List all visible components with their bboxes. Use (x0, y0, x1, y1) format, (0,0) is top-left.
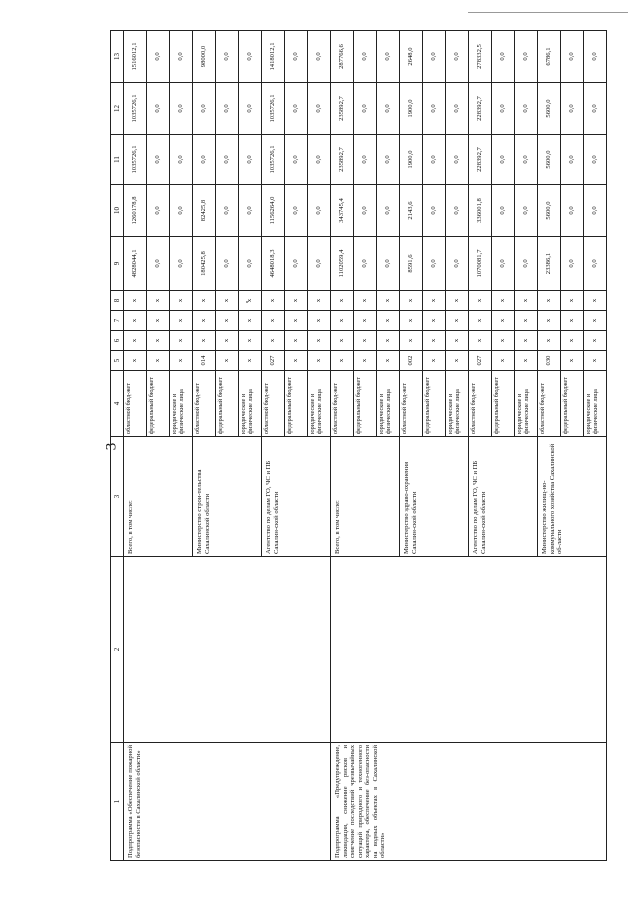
code-cell: х (469, 311, 492, 331)
amount-cell: 0,0 (147, 185, 170, 237)
code-cell: 002 (400, 351, 423, 371)
table-body (111, 31, 607, 861)
rotated-page (110, 31, 640, 861)
code-cell: х (147, 351, 170, 371)
amount-cell: 0,0 (354, 135, 377, 185)
code-cell: х (124, 311, 147, 331)
code-cell: х (377, 331, 400, 351)
amount-cell: 0,0 (446, 237, 469, 291)
subprogram-name: Подпрограмма «Обеспечение пожарной безопасности в Сахалинской области» (124, 743, 331, 861)
funding-source: юридические и физические лица (584, 371, 607, 437)
amount-cell: 1035726,1 (124, 83, 147, 135)
amount-cell: 278332,5 (469, 31, 492, 83)
executor-name: Агентство по делам ГО, ЧС и ПБ Сахалин-ской области (469, 437, 538, 557)
code-cell: х (584, 351, 607, 371)
code-cell: х (216, 331, 239, 351)
code-cell: х (423, 331, 446, 351)
funding-source: областной бюд-жет (469, 371, 492, 437)
code-cell: х (400, 291, 423, 311)
funding-source: юридические и физические лица (170, 371, 193, 437)
amount-cell: 0,0 (308, 31, 331, 83)
code-cell: х (354, 311, 377, 331)
code-cell: х (147, 311, 170, 331)
code-cell: х (239, 331, 262, 351)
amount-cell: 0,0 (239, 83, 262, 135)
header-row (111, 31, 124, 861)
amount-cell: 180425,8 (193, 237, 216, 291)
code-cell: х (446, 331, 469, 351)
code-cell: х (216, 311, 239, 331)
code-cell: х (515, 311, 538, 331)
amount-cell: 0,0 (515, 135, 538, 185)
amount-cell: 0,0 (515, 31, 538, 83)
code-cell: 014 (193, 351, 216, 371)
funding-source: областной бюд-жет (400, 371, 423, 437)
amount-cell: 235892,7 (331, 83, 354, 135)
amount-cell: 0,0 (377, 135, 400, 185)
table-row (331, 31, 354, 861)
amount-cell: 6786,1 (538, 31, 561, 83)
amount-cell: 0,0 (147, 135, 170, 185)
amount-cell: 4648018,3 (262, 237, 285, 291)
code-cell: х (515, 331, 538, 351)
code-cell: х (377, 291, 400, 311)
amount-cell: 0,0 (561, 185, 584, 237)
amount-cell: 0,0 (515, 237, 538, 291)
column-number: 8 (111, 291, 124, 311)
code-cell: х (193, 311, 216, 331)
code-cell: х (538, 291, 561, 311)
code-cell: х (446, 311, 469, 331)
code-cell: х (170, 331, 193, 351)
column-number: 5 (111, 351, 124, 371)
amount-cell: 0,0 (584, 83, 607, 135)
funding-source: областной бюд-жет (124, 371, 147, 437)
amount-cell: 1156264,0 (262, 185, 285, 237)
amount-cell: 0,0 (170, 237, 193, 291)
column-number: 13 (111, 31, 124, 83)
code-cell: х (538, 331, 561, 351)
code-cell: х (538, 311, 561, 331)
code-cell: х (331, 291, 354, 311)
amount-cell: 0,0 (147, 31, 170, 83)
amount-cell: 0,0 (239, 31, 262, 83)
funding-source: федеральный бюджет (147, 371, 170, 437)
amount-cell: 1102059,4 (331, 237, 354, 291)
amount-cell: 1900,0 (400, 135, 423, 185)
amount-cell: 0,0 (285, 83, 308, 135)
amount-cell: 0,0 (239, 237, 262, 291)
executor-name: Министерство жилищ-но-коммунального хозяйства Сахалинской об-ласти (538, 437, 607, 557)
executor-name: Министерство строи-тельства Сахалинской области (193, 437, 262, 557)
amount-cell: 0,0 (515, 83, 538, 135)
amount-cell: 0,0 (354, 237, 377, 291)
code-cell: х (469, 331, 492, 351)
amount-cell: 0,0 (170, 135, 193, 185)
amount-cell: 0,0 (216, 185, 239, 237)
amount-cell: 0,0 (584, 237, 607, 291)
code-cell: х (170, 291, 193, 311)
amount-cell: 0,0 (446, 135, 469, 185)
column-number: 6 (111, 331, 124, 351)
funding-source: областной бюд-жет (331, 371, 354, 437)
code-cell: х (584, 331, 607, 351)
amount-cell: 336001,8 (469, 185, 492, 237)
code-cell: х (262, 291, 285, 311)
code-cell: х (285, 331, 308, 351)
code-cell: х (308, 331, 331, 351)
funding-source: юридические и физические лица (308, 371, 331, 437)
code-cell: х (492, 311, 515, 331)
amount-cell: 0,0 (354, 185, 377, 237)
funding-source: федеральный бюджет (216, 371, 239, 437)
subprogram-name: Подпрограмма «Предупреждение, ликвидация, снижение рисков и смягчение последствий чрезвычайных ситуаций природного и техногенного характера, обеспечение без-опасности на водных объектах в Сахалинской области» (331, 743, 607, 861)
code-cell: х (400, 331, 423, 351)
amount-cell: 0,0 (446, 31, 469, 83)
amount-cell: 0,0 (423, 237, 446, 291)
empty-cell (124, 557, 331, 743)
amount-cell: 0,0 (584, 31, 607, 83)
amount-cell: 0,0 (285, 31, 308, 83)
funding-source: федеральный бюджет (561, 371, 584, 437)
executor-name: Министерство здраво-охранения Сахалин-ской области (400, 437, 469, 557)
code-cell: х (561, 351, 584, 371)
code-cell: х (354, 291, 377, 311)
amount-cell: 228392,7 (469, 135, 492, 185)
amount-cell: 5600,0 (538, 83, 561, 135)
amount-cell: 0,0 (147, 83, 170, 135)
code-cell: х (170, 311, 193, 331)
scan-edge-line (468, 12, 628, 13)
code-cell: х (239, 351, 262, 371)
code-cell: х (193, 331, 216, 351)
amount-cell: 0,0 (354, 83, 377, 135)
code-cell: х (423, 351, 446, 371)
code-cell: х (262, 311, 285, 331)
code-cell: х (446, 351, 469, 371)
amount-cell: 0,0 (170, 31, 193, 83)
code-cell: х (331, 311, 354, 331)
code-cell: х (584, 291, 607, 311)
amount-cell: 0,0 (308, 135, 331, 185)
amount-cell: 1035726,1 (262, 135, 285, 185)
code-cell: х (285, 311, 308, 331)
amount-cell: 0,0 (308, 185, 331, 237)
code-cell: х (561, 331, 584, 351)
code-cell: х (308, 351, 331, 371)
code-cell: х (492, 351, 515, 371)
amount-cell: 0,0 (377, 185, 400, 237)
empty-cell (331, 557, 607, 743)
amount-cell: 1070081,7 (469, 237, 492, 291)
column-number: 9 (111, 237, 124, 291)
code-cell: 027 (262, 351, 285, 371)
amount-cell: 0,0 (492, 31, 515, 83)
budget-table (110, 30, 607, 861)
code-cell: х (285, 351, 308, 371)
code-cell: 027 (469, 351, 492, 371)
amount-cell: 0,0 (423, 185, 446, 237)
funding-source: областной бюд-жет (193, 371, 216, 437)
executor-name: Всего, в том числе: (331, 437, 400, 557)
amount-cell: 0,0 (170, 83, 193, 135)
funding-source: федеральный бюджет (354, 371, 377, 437)
column-number: 2 (111, 557, 124, 743)
column-number: 7 (111, 311, 124, 331)
amount-cell: 0,0 (446, 83, 469, 135)
column-number: 12 (111, 83, 124, 135)
amount-cell: 1260178,8 (124, 185, 147, 237)
amount-cell: 0,0 (423, 31, 446, 83)
amount-cell: 98000,0 (193, 31, 216, 83)
amount-cell: 0,0 (216, 237, 239, 291)
amount-cell: 0,0 (584, 185, 607, 237)
code-cell: х (354, 351, 377, 371)
amount-cell: 0,0 (377, 237, 400, 291)
amount-cell: 8591,6 (400, 237, 423, 291)
code-cell: х (262, 331, 285, 351)
amount-cell: 0,0 (239, 185, 262, 237)
amount-cell: 2648,0 (400, 31, 423, 83)
amount-cell: 0,0 (423, 83, 446, 135)
amount-cell: 2143,6 (400, 185, 423, 237)
code-cell: х (308, 311, 331, 331)
column-number: 10 (111, 185, 124, 237)
amount-cell: 0,0 (285, 135, 308, 185)
code-cell: х (285, 291, 308, 311)
amount-cell: 0,0 (308, 237, 331, 291)
amount-cell: 4828044,1 (124, 237, 147, 291)
amount-cell: 0,0 (515, 185, 538, 237)
amount-cell: 1418012,1 (262, 31, 285, 83)
amount-cell: 0,0 (492, 135, 515, 185)
code-cell: х (216, 291, 239, 311)
amount-cell: 0,0 (354, 31, 377, 83)
funding-source: федеральный бюджет (423, 371, 446, 437)
amount-cell: 287766,6 (331, 31, 354, 83)
code-cell: х (354, 331, 377, 351)
amount-cell: 0,0 (492, 237, 515, 291)
column-number: 1 (111, 743, 124, 861)
funding-source: юридические и физические лица (446, 371, 469, 437)
amount-cell: 82425,8 (193, 185, 216, 237)
amount-cell: 0,0 (561, 83, 584, 135)
code-cell: х (492, 291, 515, 311)
page-number: 3 (103, 442, 120, 451)
amount-cell: 0,0 (285, 237, 308, 291)
amount-cell: 228392,7 (469, 83, 492, 135)
code-cell: х (239, 291, 262, 311)
code-cell: 030 (538, 351, 561, 371)
amount-cell: 0,0 (561, 31, 584, 83)
amount-cell: 1035726,1 (262, 83, 285, 135)
code-cell: х (331, 351, 354, 371)
amount-cell: 1035726,1 (124, 135, 147, 185)
column-number: 3 (111, 437, 124, 557)
amount-cell: 0,0 (147, 237, 170, 291)
amount-cell: 0,0 (285, 185, 308, 237)
amount-cell: 0,0 (239, 135, 262, 185)
code-cell: х (492, 331, 515, 351)
funding-source: юридические и физические лица (377, 371, 400, 437)
code-cell: х (423, 311, 446, 331)
funding-source: областной бюд-жет (262, 371, 285, 437)
amount-cell: 0,0 (423, 135, 446, 185)
amount-cell: 0,0 (216, 83, 239, 135)
column-number: 11 (111, 135, 124, 185)
code-cell: х (170, 351, 193, 371)
code-cell: х (216, 351, 239, 371)
amount-cell: 0,0 (216, 31, 239, 83)
code-cell: х (561, 311, 584, 331)
code-cell: х (515, 291, 538, 311)
code-cell: х (308, 291, 331, 311)
amount-cell: 0,0 (492, 83, 515, 135)
amount-cell: 0,0 (377, 31, 400, 83)
code-cell: х (239, 311, 262, 331)
code-cell: х (124, 291, 147, 311)
executor-name: Всего, в том числе: (124, 437, 193, 557)
code-cell: х (377, 351, 400, 371)
amount-cell: 0,0 (170, 185, 193, 237)
code-cell: х (193, 291, 216, 311)
amount-cell: 0,0 (308, 83, 331, 135)
funding-source: федеральный бюджет (492, 371, 515, 437)
code-cell: х (124, 351, 147, 371)
amount-cell: 5600,0 (538, 135, 561, 185)
funding-source: юридические и физические лица (239, 371, 262, 437)
code-cell: х (147, 291, 170, 311)
amount-cell: 0,0 (584, 135, 607, 185)
code-cell: х (423, 291, 446, 311)
amount-cell: 0,0 (377, 83, 400, 135)
amount-cell: 235892,7 (331, 135, 354, 185)
code-cell: х (446, 291, 469, 311)
amount-cell: 0,0 (446, 185, 469, 237)
code-cell: х (469, 291, 492, 311)
code-cell: х (147, 331, 170, 351)
amount-cell: 0,0 (561, 237, 584, 291)
funding-source: федеральный бюджет (285, 371, 308, 437)
amount-cell: 23386,1 (538, 237, 561, 291)
funding-source: юридические и физические лица (515, 371, 538, 437)
code-cell: х (331, 331, 354, 351)
amount-cell: 1516012,1 (124, 31, 147, 83)
funding-source: областной бюд-жет (538, 371, 561, 437)
amount-cell: 5600,0 (538, 185, 561, 237)
code-cell: х (400, 311, 423, 331)
code-cell: х (561, 291, 584, 311)
code-cell: х (124, 331, 147, 351)
amount-cell: 0,0 (193, 83, 216, 135)
amount-cell: 343745,4 (331, 185, 354, 237)
code-cell: х (584, 311, 607, 331)
amount-cell: 0,0 (193, 135, 216, 185)
table-row (124, 31, 147, 861)
code-cell: х (515, 351, 538, 371)
column-number: 4 (111, 371, 124, 437)
amount-cell: 1900,0 (400, 83, 423, 135)
amount-cell: 0,0 (561, 135, 584, 185)
amount-cell: 0,0 (492, 185, 515, 237)
code-cell: х (377, 311, 400, 331)
executor-name: Агентство по делам ГО, ЧС и ПБ Сахалин-ской области (262, 437, 331, 557)
amount-cell: 0,0 (216, 135, 239, 185)
